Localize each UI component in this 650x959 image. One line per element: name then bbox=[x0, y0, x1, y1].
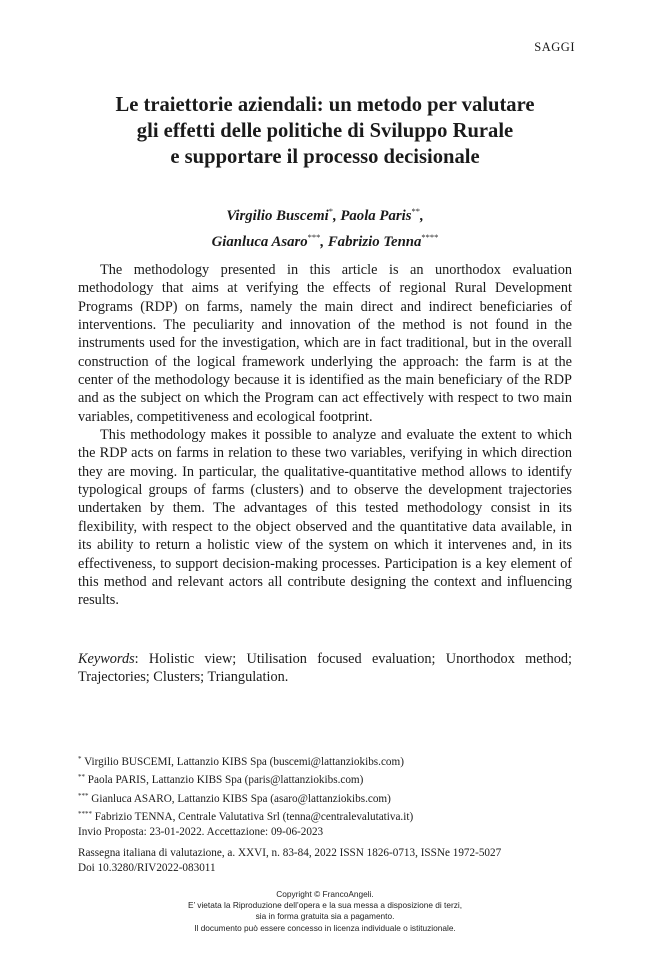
keywords-label: Keywords bbox=[78, 651, 135, 667]
footnote-mark: ** bbox=[78, 773, 85, 782]
author-separator: , bbox=[332, 208, 341, 224]
author-list bbox=[75, 201, 575, 253]
author-line bbox=[75, 201, 575, 227]
copyright-line: E’ vietata la Riproduzione dell’opera e la sua messa a disposizione di terzi, bbox=[187, 900, 463, 911]
footnote-text: Virgilio BUSCEMI, Lattanzio KIBS Spa (buscemi@lattanziokibs.com) bbox=[81, 756, 404, 768]
abstract bbox=[78, 261, 572, 610]
author-separator: , bbox=[419, 208, 424, 224]
footnote-text: Paola PARIS, Lattanzio KIBS Spa (paris@lattanziokibs.com) bbox=[85, 774, 364, 787]
footnote-text: Gianluca ASARO, Lattanzio KIBS Spa (asaro@lattanziokibs.com) bbox=[88, 792, 391, 805]
author-footnotes bbox=[78, 752, 578, 840]
author-line bbox=[75, 227, 575, 253]
author-separator: , bbox=[320, 234, 328, 250]
footnote bbox=[78, 752, 578, 770]
footnote-mark: **** bbox=[78, 809, 92, 818]
footnote bbox=[78, 789, 578, 807]
footnote bbox=[78, 770, 578, 788]
submission-dates: Invio Proposta: 23-01-2022. Accettazione: 09-06-2023 bbox=[78, 826, 324, 839]
copyright-line: Il documento può essere concesso in licenza individuale o istituzionale. bbox=[194, 922, 456, 933]
copyright-notice bbox=[75, 889, 575, 934]
author-name: Virgilio Buscemi bbox=[226, 208, 329, 224]
author-name: Paola Paris bbox=[340, 208, 412, 224]
footnote-mark: *** bbox=[78, 791, 89, 800]
footnote-mark: * bbox=[78, 755, 82, 763]
copyright-line: Copyright © FrancoAngeli. bbox=[276, 889, 374, 899]
journal-citation: Rassegna italiana di valutazione, a. XXVI, n. 83-84, 2022 ISSN 1826-0713, ISSNe 1972-5027 bbox=[78, 847, 502, 859]
copyright-line: sia in forma gratuita sia a pagamento. bbox=[255, 911, 395, 922]
footnote bbox=[78, 807, 578, 825]
author-name: Fabrizio Tenna bbox=[327, 234, 422, 250]
author-footnote-mark: *** bbox=[307, 232, 321, 242]
abstract-paragraph: The methodology presented in this article is an unorthodox evaluation methodology that aims at verifying the effects of regional Rural Development Programs (RDP) on farms, namely the main direct and indirect beneficiaries of interventions. The peculiarity and innovation of the method is not found in the instruments used for the investigation, which are in fact traditional, but in the overall construction of the logical framework underlying the approach: the farm is at the center of the methodology because it is identified as the main beneficiary of the RDP and as the subject on which the Program can act effectively with respect to two main variables, competitiveness and ecological footprint. bbox=[78, 262, 572, 425]
journal-info bbox=[78, 846, 588, 877]
keywords-text: : Holistic view; Utilisation focused evaluation; Unorthodox method; Trajectories; Clusters; Triangulation. bbox=[78, 651, 572, 686]
title-line: e supportare il processo decisionale bbox=[170, 146, 480, 168]
author-name: Gianluca Asaro bbox=[211, 234, 308, 250]
title-line: Le traiettorie aziendali: un metodo per valutare bbox=[115, 94, 535, 116]
keywords bbox=[78, 650, 572, 687]
author-footnote-mark: * bbox=[328, 206, 333, 216]
author-footnote-mark: ** bbox=[411, 206, 420, 216]
doi: Doi 10.3280/RIV2022-083011 bbox=[78, 862, 216, 875]
title-line: gli effetti delle politiche di Sviluppo Rurale bbox=[136, 120, 514, 142]
running-head: SAGGI bbox=[534, 40, 575, 54]
footnote-text: Fabrizio TENNA, Centrale Valutativa Srl (tenna@centralevalutativa.it) bbox=[92, 810, 414, 823]
article-title bbox=[75, 92, 575, 170]
author-footnote-mark: **** bbox=[421, 232, 439, 242]
abstract-paragraph: This methodology makes it possible to analyze and evaluate the extent to which the RDP acts on farms in relation to these two variables, verifying in which direction they are moving. In particular, the qualitative-quantitative method allows to identify typological groups of farms (clusters) and to observe the development trajectories undertaken by them. The advantages of this tested methodology consist in its flexibility, with respect to the object observed and the quantitative data available, in its ability to return a holistic view of the system on which it intervenes and, in its effectiveness, to support decision-making processes. Participation is a key element of this method and relevant actors all contribute designing the context and influencing results. bbox=[78, 427, 572, 609]
